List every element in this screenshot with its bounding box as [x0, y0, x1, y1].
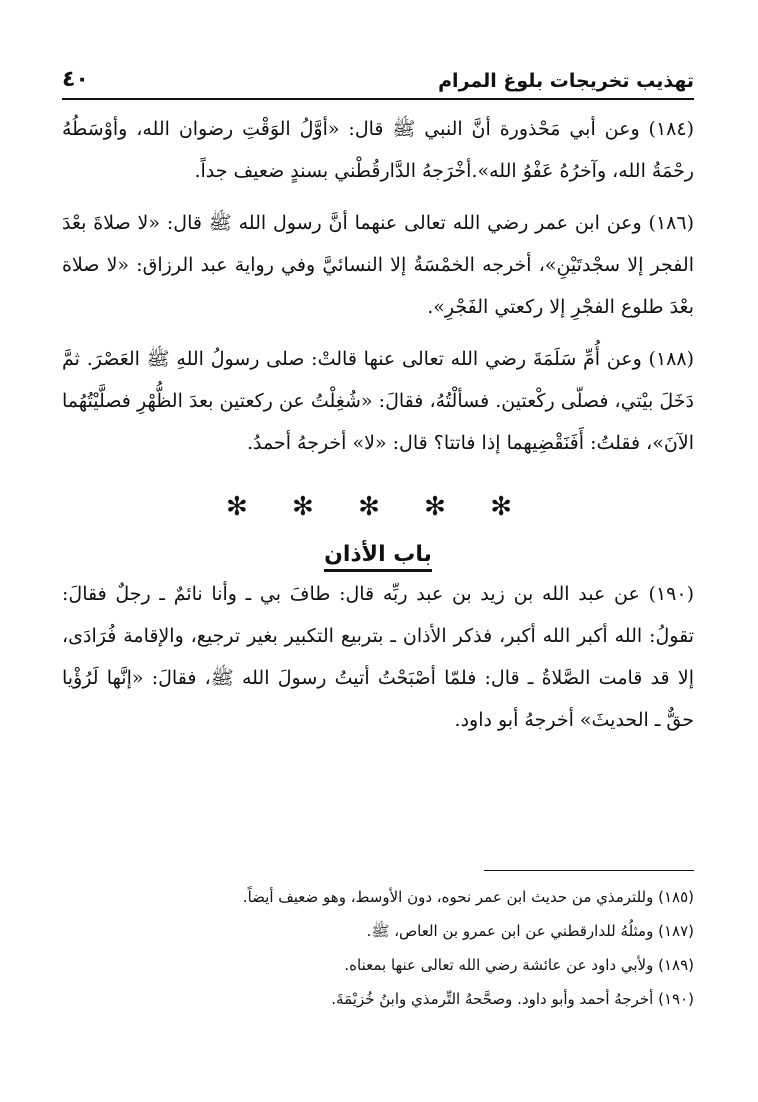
footnote-187: (١٨٧) ومثلُهُ للدارقطني عن ابن عمرو بن العاص، ﷺ. [366, 922, 694, 940]
hadith-paragraph-188: (١٨٨) وعن أُمِّ سَلَمَةَ رضي الله تعالى عنها قالتْ: صلى رسولُ اللهِ ﷺ العَصْرَ. ثمَّ دَخَلَ بيْتي، فصلّى ركْعتين. فسألْتُهُ، فقالَ: «شُغِلْتُ عن ركعتين بعدَ الظُّهْرِ فصلَّيْتُهُما الآنَ»، فقلتُ: أَفَنَقْضِيهما إذا فاتتا؟ قال: «لا» أخرجهُ أحمدُ. [62, 348, 694, 454]
footnote-divider [484, 870, 694, 871]
chapter-title-text: باب الأذان [324, 542, 432, 572]
page-number: ٤٠ [62, 67, 89, 92]
hadith-paragraph-186: (١٨٦) وعن ابن عمر رضي الله تعالى عنهما أنَّ رسول الله ﷺ قال: «لا صلاةَ بعْدَ الفجر إلا سجْدتَيْنِ»، أخرجه الخمْسَةُ إلا النسائيَّ وفي رواية عبد الرزاق: «لا صلاة بعْدَ طلوع الفجْرِ إلا ركعتي الفَجْرِ». [62, 212, 694, 318]
running-title: تهذيب تخريجات بلوغ المرام [438, 70, 694, 92]
footnote-190: (١٩٠) أخرجهُ أحمد وأبو داود. وصحَّحهُ التِّرمذي وابنُ خُزيْمَةَ. [331, 990, 694, 1008]
section-separator: ✻ ✻ ✻ ✻ ✻ [226, 492, 530, 522]
footnote-189: (١٨٩) ولأبي داود عن عائشة رضي الله تعالى عنها بمعناه. [344, 956, 694, 974]
page-header [62, 60, 694, 100]
hadith-paragraph-190: (١٩٠) عن عبد الله بن زيد بن عبد ربِّه قال: طافَ بي ـ وأنا نائمٌ ـ رجلٌ فقالَ: تقولُ: الله أكبر الله أكبر، فذكر الأذان ـ بتربيع التكبير بغير ترجيع، والإقامة فُرَادَى، إلا قد قامت الصَّلاةُ ـ قال: فلمّا أصْبَحْتُ أتيتُ رسولَ الله ﷺ، فقالَ: «إنَّها لَرُؤْيا حقٌّ ـ الحديثَ» أخرجهُ أبو داود. [62, 583, 694, 731]
hadith-paragraph-184: (١٨٤) وعن أبي مَحْذورة أنَّ النبي ﷺ قال: «أوَّلُ الوَقْتِ رضوان الله، وأوْسَطُهُ رحْمَةُ الله، وآخرُهُ عَفْوُ الله».أخْرَجهُ الدَّارقُطْني بسندٍ ضعيف جداً. [62, 118, 694, 182]
footnotes [62, 880, 694, 1016]
footnote-185: (١٨٥) وللترمذي من حديث ابن عمر نحوه، دون الأوسط، وهو ضعيف أيضاً. [242, 888, 694, 906]
chapter-title [62, 542, 694, 567]
page-body [62, 108, 694, 751]
